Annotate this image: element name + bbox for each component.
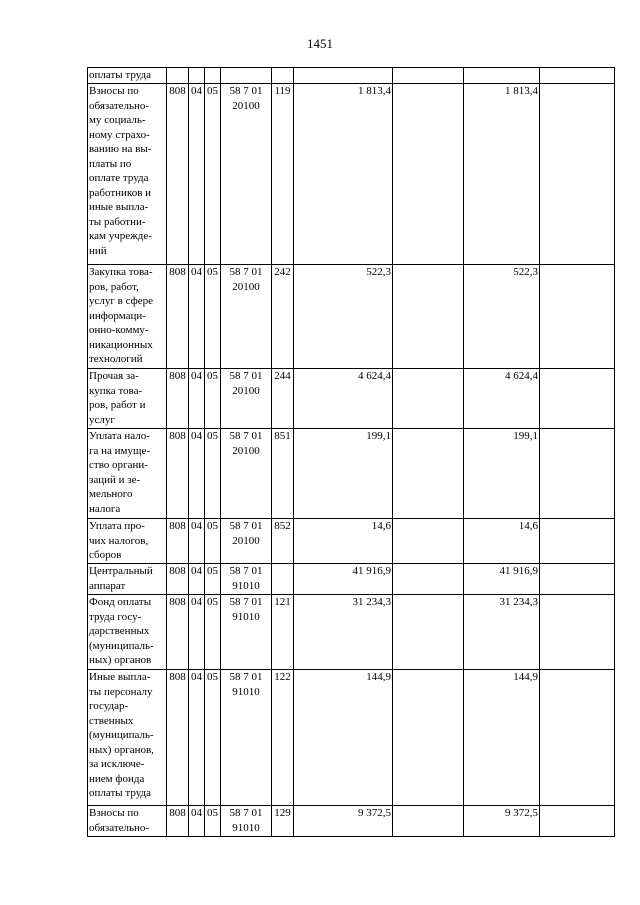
amount-total-cell: 41 916,9	[464, 564, 540, 595]
row-name: Уплата нало- га на имуще- ство органи- заций и зе- мельного налога	[88, 429, 167, 519]
target-article-code: 58 7 01 20100	[221, 429, 272, 519]
row-name: Уплата про- чих налогов, сборов	[88, 519, 167, 564]
empty-cell	[540, 429, 615, 519]
empty-cell	[540, 806, 615, 837]
expense-type-code: 119	[272, 84, 294, 265]
table-row	[88, 519, 615, 564]
row-name: Прочая за- купка това- ров, работ и услуг	[88, 369, 167, 429]
table-row	[88, 806, 615, 837]
budget-table	[87, 67, 615, 837]
ministry-code: 808	[167, 84, 189, 265]
expense-type-code: 121	[272, 595, 294, 670]
empty-cell	[540, 265, 615, 369]
empty-cell	[393, 806, 464, 837]
section-code: 04	[189, 519, 205, 564]
subsection-code: 05	[205, 806, 221, 837]
table-row	[88, 84, 615, 265]
expense-type-code	[272, 68, 294, 84]
empty-cell	[393, 68, 464, 84]
amount-total-cell: 522,3	[464, 265, 540, 369]
empty-cell	[393, 670, 464, 806]
ministry-code: 808	[167, 519, 189, 564]
subsection-code: 05	[205, 429, 221, 519]
row-name: Фонд оплаты труда госу- дарственных (муниципаль- ных) органов	[88, 595, 167, 670]
section-code: 04	[189, 595, 205, 670]
row-name: Центральный аппарат	[88, 564, 167, 595]
empty-cell	[540, 369, 615, 429]
expense-type-code: 122	[272, 670, 294, 806]
amount-cell: 522,3	[294, 265, 393, 369]
section-code: 04	[189, 429, 205, 519]
amount-cell: 4 624,4	[294, 369, 393, 429]
subsection-code: 05	[205, 670, 221, 806]
amount-total-cell: 4 624,4	[464, 369, 540, 429]
ministry-code: 808	[167, 670, 189, 806]
empty-cell	[540, 519, 615, 564]
ministry-code: 808	[167, 369, 189, 429]
empty-cell	[393, 84, 464, 265]
subsection-code: 05	[205, 84, 221, 265]
table-row	[88, 369, 615, 429]
amount-total-cell: 9 372,5	[464, 806, 540, 837]
target-article-code: 58 7 01 20100	[221, 369, 272, 429]
ministry-code: 808	[167, 595, 189, 670]
ministry-code: 808	[167, 564, 189, 595]
row-name: Закупка това- ров, работ, услуг в сфере информаци- онно-комму- никационных технологий	[88, 265, 167, 369]
amount-cell: 1 813,4	[294, 84, 393, 265]
empty-cell	[393, 564, 464, 595]
table-row	[88, 68, 615, 84]
empty-cell	[393, 595, 464, 670]
subsection-code: 05	[205, 519, 221, 564]
empty-cell	[540, 84, 615, 265]
amount-cell: 41 916,9	[294, 564, 393, 595]
section-code: 04	[189, 564, 205, 595]
table-row	[88, 595, 615, 670]
amount-cell: 9 372,5	[294, 806, 393, 837]
row-name: Взносы по обязательно- му социаль- ному страхо- ванию на вы- платы по оплате труда работников и иные выпла- ты работни- кам учрежде- ний	[88, 84, 167, 265]
empty-cell	[540, 670, 615, 806]
ministry-code	[167, 68, 189, 84]
target-article-code	[221, 68, 272, 84]
expense-type-code: 244	[272, 369, 294, 429]
subsection-code: 05	[205, 265, 221, 369]
section-code	[189, 68, 205, 84]
target-article-code: 58 7 01 20100	[221, 265, 272, 369]
amount-total-cell: 31 234,3	[464, 595, 540, 670]
amount-total-cell: 144,9	[464, 670, 540, 806]
amount-cell: 31 234,3	[294, 595, 393, 670]
table-row	[88, 564, 615, 595]
subsection-code: 05	[205, 595, 221, 670]
expense-type-code: 851	[272, 429, 294, 519]
amount-cell: 14,6	[294, 519, 393, 564]
ministry-code: 808	[167, 265, 189, 369]
page-number: 1451	[307, 36, 333, 51]
amount-total-cell: 14,6	[464, 519, 540, 564]
table-row	[88, 265, 615, 369]
table-row	[88, 670, 615, 806]
expense-type-code: 129	[272, 806, 294, 837]
table-row	[88, 429, 615, 519]
amount-cell	[294, 68, 393, 84]
empty-cell	[393, 369, 464, 429]
empty-cell	[540, 595, 615, 670]
section-code: 04	[189, 265, 205, 369]
amount-total-cell: 1 813,4	[464, 84, 540, 265]
subsection-code: 05	[205, 564, 221, 595]
amount-total-cell: 199,1	[464, 429, 540, 519]
target-article-code: 58 7 01 91010	[221, 806, 272, 837]
target-article-code: 58 7 01 20100	[221, 519, 272, 564]
row-name: Иные выпла- ты персоналу государ- ственных (муниципаль- ных) органов, за исключе- нием фонда оплаты труда	[88, 670, 167, 806]
subsection-code: 05	[205, 369, 221, 429]
section-code: 04	[189, 806, 205, 837]
target-article-code: 58 7 01 20100	[221, 84, 272, 265]
expense-type-code	[272, 564, 294, 595]
amount-cell: 199,1	[294, 429, 393, 519]
expense-type-code: 852	[272, 519, 294, 564]
subsection-code	[205, 68, 221, 84]
section-code: 04	[189, 84, 205, 265]
amount-total-cell	[464, 68, 540, 84]
ministry-code: 808	[167, 429, 189, 519]
ministry-code: 808	[167, 806, 189, 837]
empty-cell	[540, 564, 615, 595]
empty-cell	[540, 68, 615, 84]
target-article-code: 58 7 01 91010	[221, 670, 272, 806]
target-article-code: 58 7 01 91010	[221, 564, 272, 595]
empty-cell	[393, 519, 464, 564]
empty-cell	[393, 265, 464, 369]
amount-cell: 144,9	[294, 670, 393, 806]
row-name: Взносы по обязательно-	[88, 806, 167, 837]
target-article-code: 58 7 01 91010	[221, 595, 272, 670]
section-code: 04	[189, 369, 205, 429]
row-name: оплаты труда	[88, 68, 167, 84]
expense-type-code: 242	[272, 265, 294, 369]
section-code: 04	[189, 670, 205, 806]
empty-cell	[393, 429, 464, 519]
